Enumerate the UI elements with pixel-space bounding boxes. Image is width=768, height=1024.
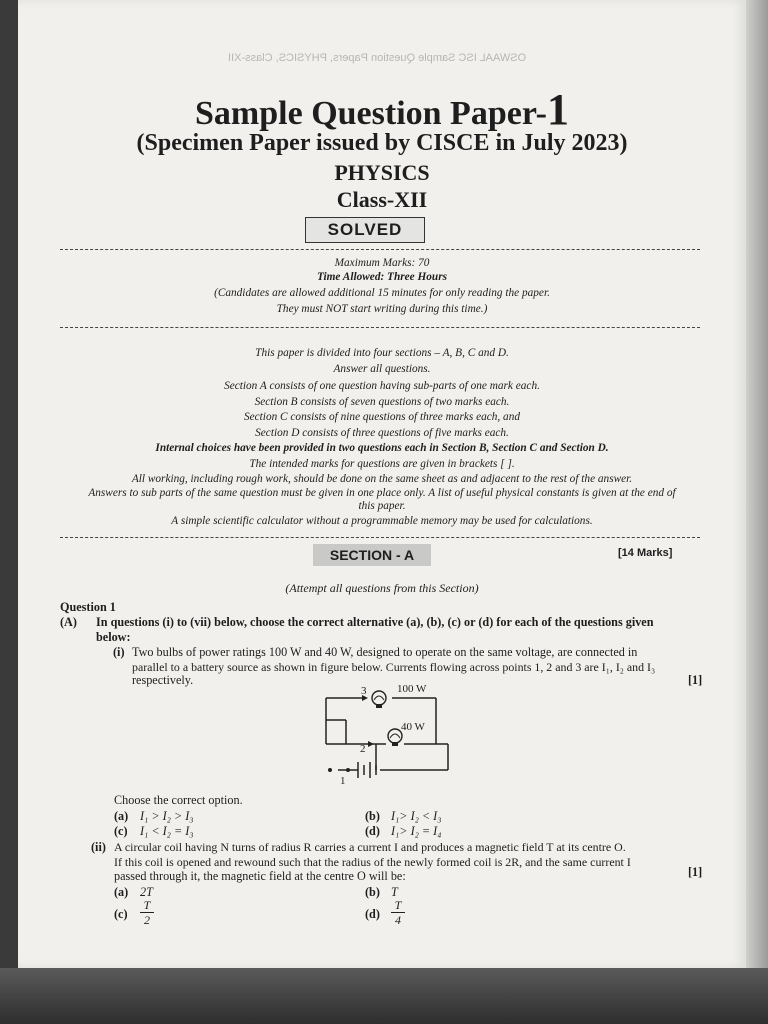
bulb-100w-icon bbox=[372, 691, 386, 708]
option-key: (a) bbox=[114, 809, 129, 823]
option-text: I₁> I₂ = I₄ bbox=[391, 824, 442, 838]
fraction-numerator: T bbox=[394, 898, 402, 912]
option-text: I₁ > I₂ > I₃ bbox=[140, 809, 194, 823]
point-label: 2 bbox=[360, 743, 366, 755]
paper-page bbox=[18, 0, 746, 968]
option-key: (a) bbox=[114, 885, 129, 899]
instruction-line: Answer all questions. bbox=[333, 363, 431, 375]
question-marks: [1] bbox=[688, 673, 703, 687]
option-key: (b) bbox=[365, 809, 380, 823]
instruction-line: Section B consists of seven questions of two marks each. bbox=[254, 396, 510, 408]
option-key: (d) bbox=[365, 824, 380, 838]
instruction-line: Internal choices have been provided in two questions each in Section B, Section C and Section D. bbox=[155, 442, 609, 454]
point-label: 1 bbox=[340, 775, 346, 787]
sub-question-number: (i) bbox=[113, 645, 125, 659]
page-title bbox=[18, 84, 746, 135]
fraction-denominator: 4 bbox=[391, 912, 405, 927]
divider bbox=[60, 537, 700, 538]
circuit-diagram bbox=[318, 682, 458, 790]
no-writing-note: They must NOT start writing during this time.) bbox=[276, 303, 488, 315]
instruction-line: This paper is divided into four sections – A, B, C and D. bbox=[255, 347, 509, 359]
bleed-through-watermark: OSWAAL ISC Sample Question Papers, PHYSICS, Class-XII bbox=[228, 52, 527, 64]
choose-option-text: Choose the correct option. bbox=[114, 793, 243, 807]
question-label: Question 1 bbox=[60, 600, 116, 614]
section-marks: [14 Marks] bbox=[618, 547, 673, 559]
point-label: 3 bbox=[361, 685, 367, 697]
instruction-line: A simple scientific calculator without a programmable memory may be used for calculations. bbox=[171, 515, 593, 527]
fraction-denominator: 2 bbox=[140, 912, 154, 927]
option-text: I₁> I₂ < I₃ bbox=[391, 809, 442, 823]
instruction-line: this paper. bbox=[358, 500, 406, 512]
instruction-line: Answers to sub parts of the same question must be given in one place only. A list of useful physical constants is given at the end of bbox=[88, 487, 676, 499]
fraction bbox=[140, 898, 154, 927]
instruction-line: Section D consists of three questions of five marks each. bbox=[255, 427, 509, 439]
bulb-label: 100 W bbox=[397, 683, 427, 695]
option-text: T bbox=[391, 885, 398, 899]
divider bbox=[60, 327, 700, 328]
sub-question-number: (ii) bbox=[91, 840, 106, 854]
bulb-40w-icon bbox=[388, 729, 402, 746]
fraction-numerator: T bbox=[143, 898, 151, 912]
option-key: (c) bbox=[114, 824, 128, 838]
directive-line: In questions (i) to (vii) below, choose the correct alternative (a), (b), (c) or (d) for each of the questions given bbox=[96, 615, 654, 629]
bulb-label: 40 W bbox=[401, 721, 425, 733]
page-spine-edge bbox=[746, 0, 768, 968]
solved-badge: SOLVED bbox=[305, 217, 425, 243]
option-key: (d) bbox=[365, 907, 380, 921]
reading-time-note: (Candidates are allowed additional 15 minutes for only reading the paper. bbox=[214, 287, 550, 299]
class-heading: Class-XII bbox=[336, 187, 428, 212]
title-text: Sample Question Paper- bbox=[195, 95, 547, 132]
section-a-heading: SECTION - A bbox=[313, 544, 431, 566]
scan-background bbox=[0, 968, 768, 1024]
question-text: If this coil is opened and rewound such that the radius of the newly formed coil is 2R, and the same current I bbox=[114, 855, 631, 869]
option-key: (b) bbox=[365, 885, 380, 899]
instruction-line: All working, including rough work, should be done on the same sheet as and adjacent to the rest of the answer. bbox=[131, 473, 633, 485]
part-label: (A) bbox=[60, 615, 77, 629]
instruction-line: The intended marks for questions are given in brackets [ ]. bbox=[249, 458, 515, 470]
question-marks: [1] bbox=[688, 865, 703, 879]
instruction-line: Section A consists of one question having sub-parts of one mark each. bbox=[224, 380, 540, 392]
divider bbox=[60, 249, 700, 250]
fraction bbox=[391, 898, 405, 927]
max-marks: Maximum Marks: 70 bbox=[334, 257, 430, 269]
directive-line: below: bbox=[96, 630, 131, 644]
title-number: 1 bbox=[546, 85, 569, 134]
instruction-line: Section C consists of nine questions of three marks each, and bbox=[243, 411, 520, 423]
page-subtitle: (Specimen Paper issued by CISCE in July 2023) bbox=[136, 130, 628, 156]
option-text: I₁ < I₂ = I₃ bbox=[140, 824, 194, 838]
option-text: 2T bbox=[140, 885, 153, 899]
subject-heading: PHYSICS bbox=[334, 160, 430, 185]
question-text: parallel to a battery source as shown in figure below. Currents flowing across points 1, 2 and 3 are I₁, I₂ and I₃ bbox=[132, 660, 656, 674]
section-note: (Attempt all questions from this Section) bbox=[285, 581, 479, 595]
current-arrow-icon bbox=[368, 741, 374, 747]
time-allowed: Time Allowed: Three Hours bbox=[316, 271, 447, 283]
option-key: (c) bbox=[114, 907, 128, 921]
question-text: passed through it, the magnetic field at the centre O will be: bbox=[114, 869, 406, 883]
terminal-dot bbox=[346, 768, 350, 772]
question-text: Two bulbs of power ratings 100 W and 40 W, designed to operate on the same voltage, are connected in bbox=[132, 645, 638, 659]
question-text: A circular coil having N turns of radius R carries a current I and produces a magnetic field T at its centre O. bbox=[114, 840, 626, 854]
terminal-dot bbox=[328, 768, 332, 772]
question-text: respectively. bbox=[132, 673, 194, 687]
